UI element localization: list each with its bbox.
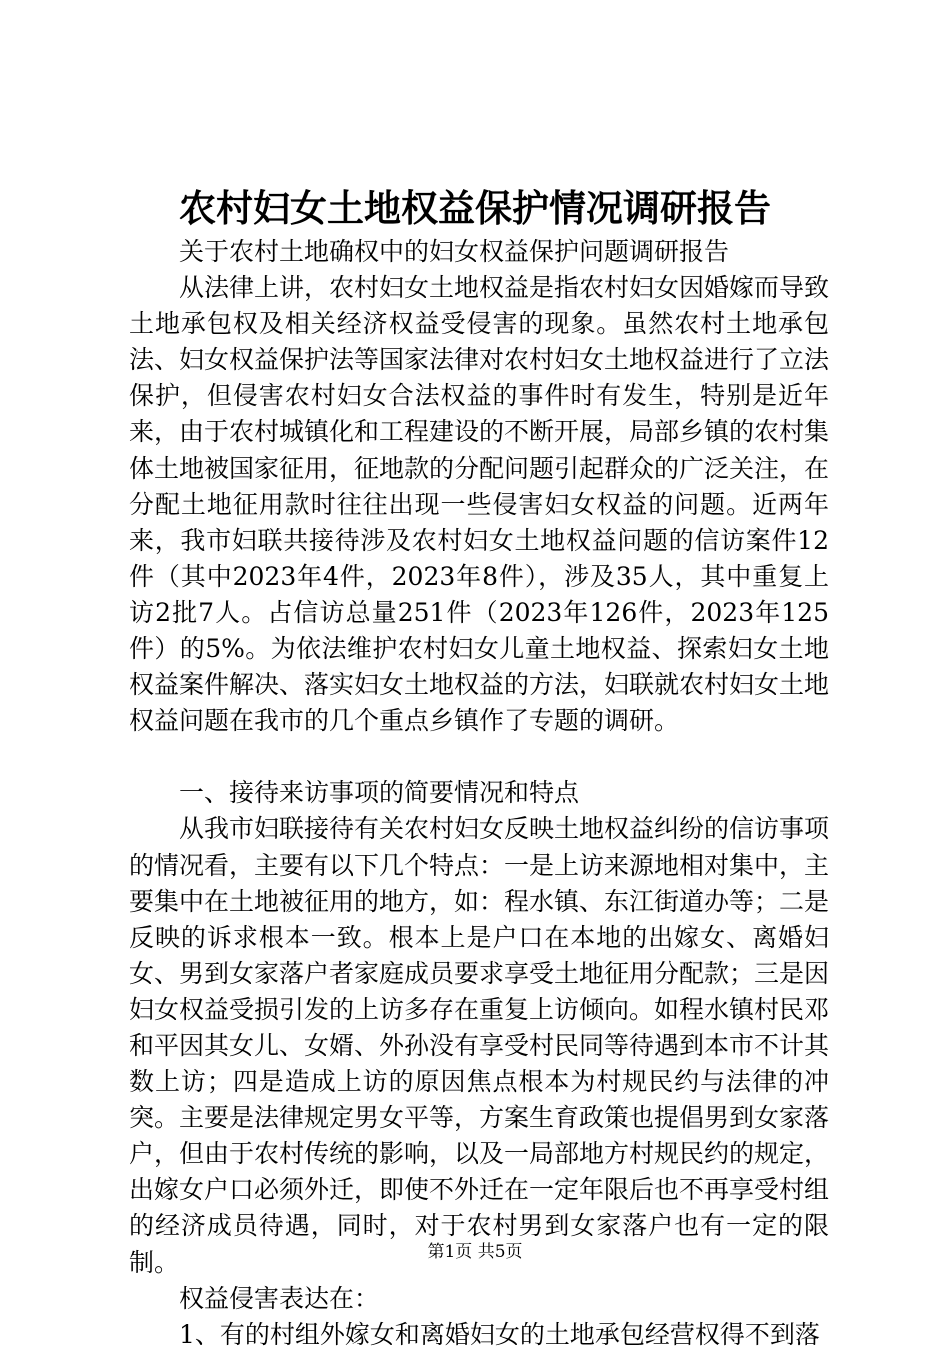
document-subtitle: 关于农村土地确权中的妇女权益保护问题调研报告 [179,237,730,266]
document-title: 农村妇女土地权益保护情况调研报告 [179,186,771,230]
document-body [129,234,829,1353]
paragraph-intro: 从法律上讲，农村妇女土地权益是指农村妇女因婚嫁而导致土地承包权及相关经济权益受侵害的现象。虽然农村土地承包法、妇女权益保护法等国家法律对农村妇女土地权益进行了立法保护，但侵害农村妇女合法权益的事件时有发生，特别是近年来，由于农村城镇化和工程建设的不断开展，局部乡镇的农村集体土地被国家征用，征地款的分配问题引起群众的广泛关注，在分配土地征用款时往往出现一些侵害妇女权益的问题。近两年来，我市妇联共接待涉及农村妇女土地权益问题的信访案件12件（其中2023年4件，2023年8件），涉及35人，其中重复上访2批7人。占信访总量251件（2023年126件，2023年125件）的5%。为依法维护农村妇女儿童土地权益、探索妇女土地权益案件解决、落实妇女土地权益的方法，妇联就农村妇女土地权益问题在我市的几个重点乡镇作了专题的调研。 [129,273,830,736]
paragraph-characteristics: 从我市妇联接待有关农村妇女反映土地权益纠纷的信访事项的情况看，主要有以下几个特点：一是上访来源地相对集中，主要集中在土地被征用的地方，如：程水镇、东江街道办等；二是反映的诉求根本一致。根本上是户口在本地的出嫁女、离婚妇女、男到女家落户者家庭成员要求享受土地征用分配款；三是因妇女权益受损引发的上访多存在重复上访倾向。如程水镇村民邓和平因其女儿、女婿、外孙没有享受村民同等待遇到本市不计其数上访；四是造成上访的原因焦点根本为村规民约与法律的冲突。主要是法律规定男女平等，方案生育政策也提倡男到女家落户，但由于农村传统的影响，以及一局部地方村规民约的规定，出嫁女户口必须外迁，即使不外迁在一定年限后也不再享受村组的经济成员待遇，同时，对于农村男到女家落户也有一定的限制。 [129,814,830,1277]
paragraph-rights-heading: 权益侵害表达在： [179,1283,380,1313]
page-footer: 第1页 共5页 [427,1242,523,1262]
section-heading: 一、接待来访事项的简要情况和特点 [179,778,580,808]
paragraph-gap [129,739,829,775]
paragraph-item-1: 1、有的村组外嫁女和离婚妇女的土地承包经营权得不到落 [179,1319,820,1349]
